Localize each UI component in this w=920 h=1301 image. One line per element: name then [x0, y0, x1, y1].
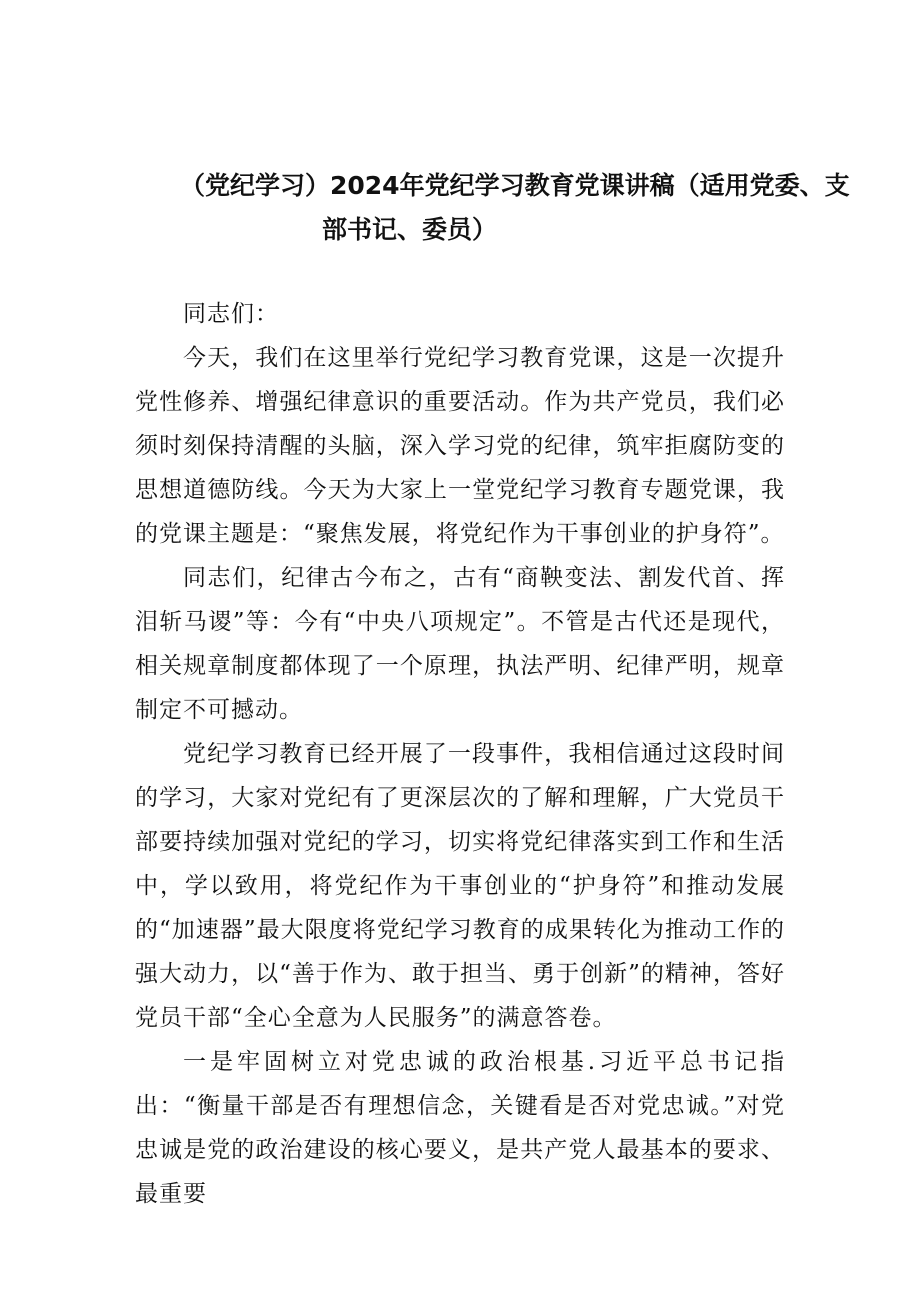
title-line-2: 部书记、委员） [322, 215, 498, 244]
paragraph: 同志们，纪律古今布之，古有“商鞅变法、割发代首、挥泪斩马谡”等：今有“中央八项规定”。不管是古代还是现代，相关规章制度都体现了一个原理，执法严明、纪律严明，规章制定不可撼动。 [135, 565, 785, 723]
document-body [135, 292, 785, 1216]
paragraph: 一是牢固树立对党忠诚的政治根基.习近平总书记指出：“衡量干部是否有理想信念，关键看是否对党忠诚。”对党忠诚是党的政治建设的核心要义，是共产党人最基本的要求、最重要 [135, 1049, 785, 1207]
title-line-1: （党纪学习）2024年党纪学习教育党课讲稿（适用党委、支 [180, 171, 850, 200]
document-title [180, 164, 850, 252]
paragraph: 今天，我们在这里举行党纪学习教育党课，这是一次提升党性修养、增强纪律意识的重要活动。作为共产党员，我们必须时刻保持清醒的头脑，深入学习党的纪律，筑牢拒腐防变的思想道德防线。今天为大家上一堂党纪学习教育专题党课，我的党课主题是：“聚焦发展，将党纪作为干事创业的护身符”。 [135, 345, 785, 547]
paragraph: 党纪学习教育已经开展了一段事件，我相信通过这段时间的学习，大家对党纪有了更深层次的了解和理解，广大党员干部要持续加强对党纪的学习，切实将党纪律落实到工作和生活中，学以致用，将党纪作为干事创业的“护身符”和推动发展的“加速器”最大限度将党纪学习教育的成果转化为推动工作的强大动力，以“善于作为、敢于担当、勇于创新”的精神，答好党员干部“全心全意为人民服务”的满意答卷。 [135, 741, 785, 1031]
greeting: 同志们： [183, 301, 279, 327]
